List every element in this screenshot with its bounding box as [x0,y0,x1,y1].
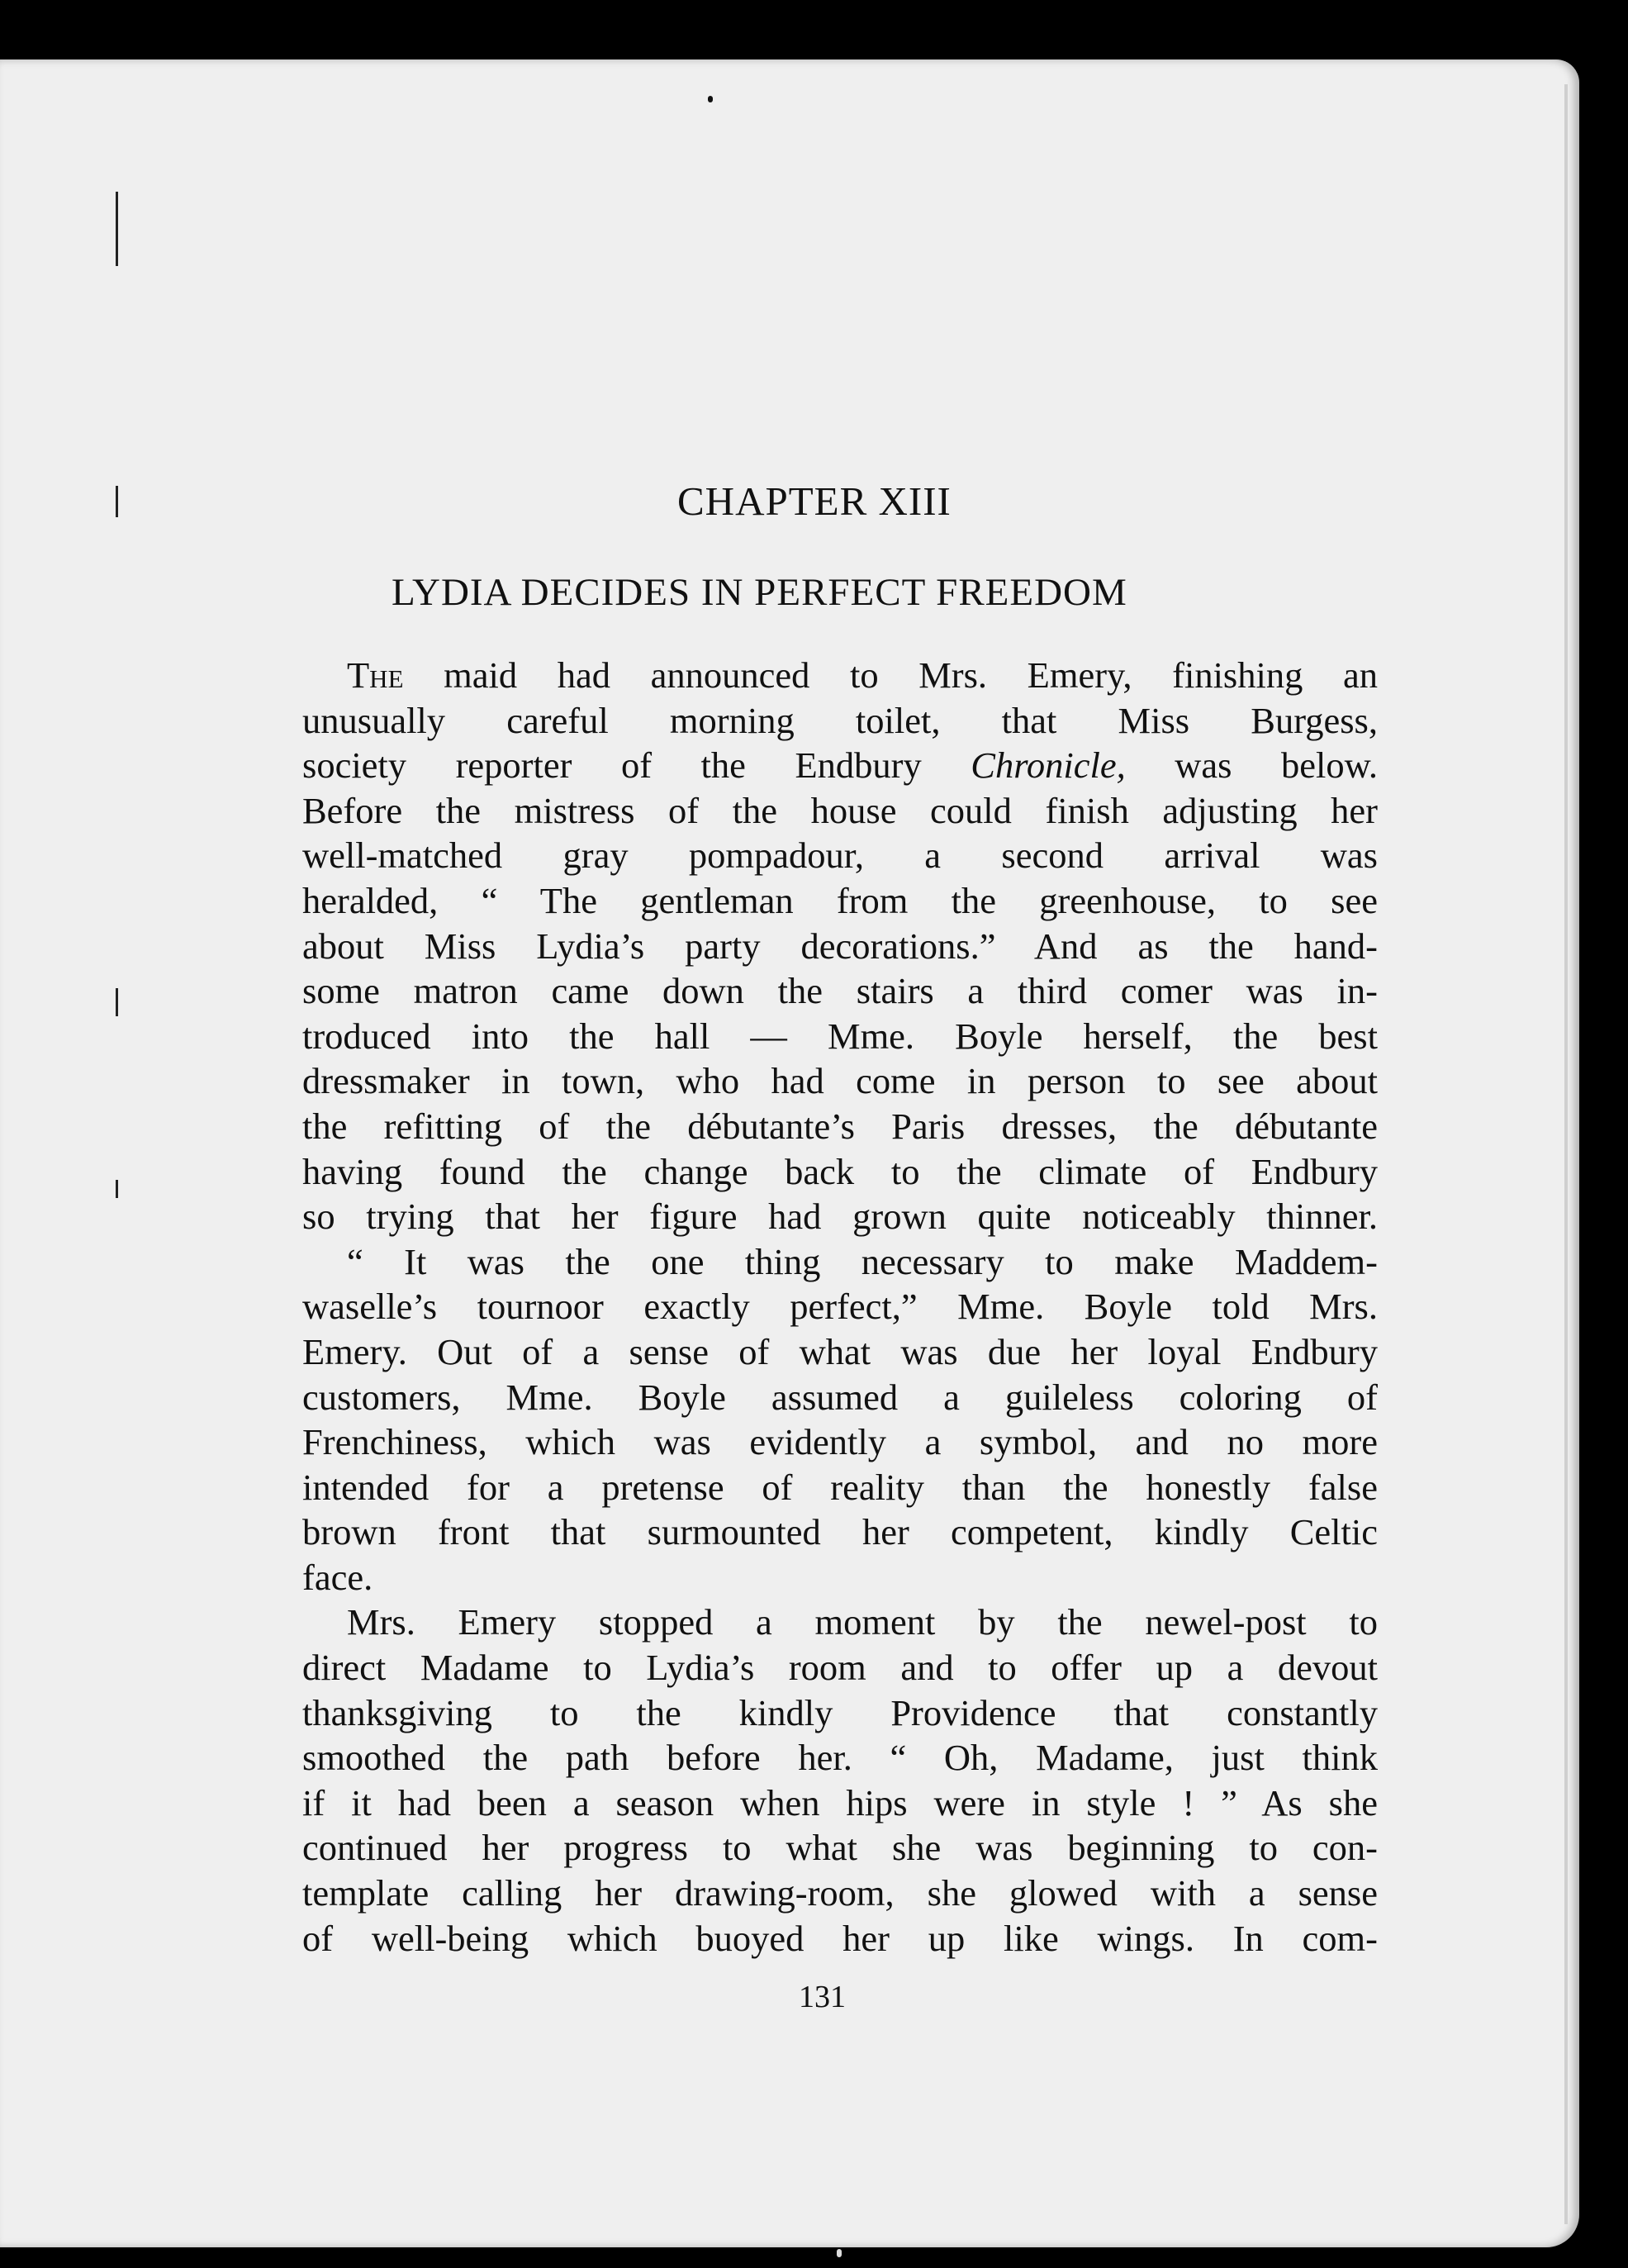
text-line: of well-being which buoyed her up like wings. In com- [302,1917,1378,1959]
text-line: face. [302,1556,373,1598]
left-edge-mark [116,988,118,1016]
scan-speck [837,2249,842,2257]
text-line: “ It was the one thing necessary to make Maddem- [347,1240,1378,1282]
text-line: Mrs. Emery stopped a moment by the newel-post to [347,1601,1378,1643]
text-line: direct Madame to Lydia’s room and to offer up a devout [302,1647,1378,1689]
text-line: well-matched gray pompadour, a second arrival was [302,834,1378,877]
text-line: The maid had announced to Mrs. Emery, finishing an [347,654,1378,696]
text-line: smoothed the path before her. “ Oh, Madame, just think [302,1737,1378,1779]
text-line: template calling her drawing-room, she glowed with a sense [302,1872,1378,1914]
text-line: if it had been a season when hips were in style ! ” As she [302,1781,1378,1823]
text-line: Emery. Out of a sense of what was due her loyal Endbury [302,1330,1378,1372]
small-caps-lead: The [347,654,404,696]
text-line: about Miss Lydia’s party decorations.” And as the hand- [302,925,1378,967]
text-line: so trying that her figure had grown quite noticeably thinner. [302,1196,1378,1238]
page-edge-shadow [1564,84,1568,2224]
left-edge-mark [116,192,118,266]
text-line: unusually careful morning toilet, that Miss Burgess, [302,699,1378,741]
newspaper-title: Chronicle, [971,744,1126,787]
text-line: customers, Mme. Boyle assumed a guileless coloring of [302,1376,1378,1418]
page-number: 131 [799,1980,846,2014]
text-line: Before the mistress of the house could finish adjusting her [302,789,1378,831]
body-text [302,653,1378,1961]
text-line: thanksgiving to the kindly Providence that constantly [302,1691,1378,1733]
text-line: intended for a pretense of reality than the honestly false [302,1466,1378,1508]
text-line: society reporter of the Endbury Chronicle, was below. [302,744,1378,787]
text-line: Frenchiness, which was evidently a symbol, and no more [302,1421,1378,1463]
text-line: waselle’s tournoor exactly perfect,” Mme. Boyle told Mrs. [302,1286,1378,1328]
text-line: some matron came down the stairs a third comer was in- [302,970,1378,1012]
chapter-number: CHAPTER XIII [677,478,952,524]
text-line: brown front that surmounted her competent, kindly Celtic [302,1511,1378,1553]
text-line: heralded, “ The gentleman from the greenhouse, to see [302,879,1378,921]
left-edge-mark [116,1180,118,1198]
text-line: having found the change back to the climate of Endbury [302,1150,1378,1192]
text-line: the refitting of the débutante’s Paris dresses, the débutante [302,1105,1378,1147]
left-edge-mark [116,486,118,517]
text-line: dressmaker in town, who had come in person to see about [302,1060,1378,1102]
chapter-title: LYDIA DECIDES IN PERFECT FREEDOM [392,571,1127,614]
text-line: continued her progress to what she was beginning to con- [302,1827,1378,1869]
scan-speck [708,96,713,102]
text-line: troduced into the hall — Mme. Boyle herself, the best [302,1015,1378,1057]
